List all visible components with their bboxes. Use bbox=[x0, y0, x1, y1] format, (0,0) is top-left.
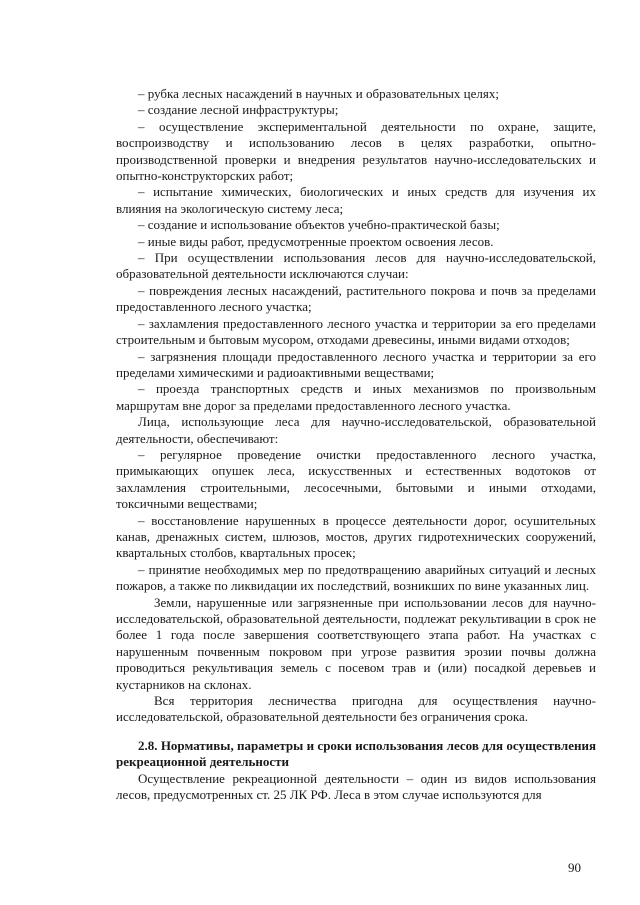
list-item: – осуществление экспериментальной деятельности по охране, защите, воспроизводству и использованию лесов в целях разработки, опытно-производственной проверки и внедрения результатов научно-исследовательских и опытно-конструкторских работ; bbox=[116, 118, 596, 184]
list-item: – проезда транспортных средств и иных механизмов по произвольным маршрутам вне дорог за пределами предоставленного лесного участка. bbox=[116, 381, 596, 413]
list-item: – иные виды работ, предусмотренные проектом освоения лесов. bbox=[138, 233, 494, 249]
body-paragraph: Лица, использующие леса для научно-исследовательской, образовательной деятельности, обеспечивают: bbox=[116, 414, 596, 446]
list-item: – захламления предоставленного лесного участка и территории за его пределами строительным и бытовым мусором, отходами древесины, иными видами отходов; bbox=[116, 315, 596, 348]
list-item: – регулярное проведение очистки предоставленного лесного участка, примыкающих опушек леса, искусственных и естественных водотоков от захламления строительными, лесосечными, бытовыми и иными отходами, токсичными веществами; bbox=[116, 446, 596, 512]
list-item: – создание и использование объектов учебно-практической базы; bbox=[138, 217, 500, 233]
page-content bbox=[116, 86, 596, 803]
page-number: 90 bbox=[568, 860, 581, 875]
list-item: – испытание химических, биологических и иных средств для изучения их влияния на экологическую систему леса; bbox=[116, 184, 596, 216]
list-item: – При осуществлении использования лесов для научно-исследовательской, образовательной деятельности исключаются случаи: bbox=[116, 250, 596, 282]
list-item: – рубка лесных насаждений в научных и образовательных целях; bbox=[138, 86, 499, 101]
body-paragraph: Осуществление рекреационной деятельности – один из видов использования лесов, предусмотренных ст. 25 ЛК РФ. Леса в этом случае используются для bbox=[116, 770, 596, 803]
list-item: – принятие необходимых мер по предотвращению аварийных ситуаций и лесных пожаров, а также по ликвидации их последствий, возникших по вине указанных лиц. bbox=[116, 561, 596, 594]
list-item: – загрязнения площади предоставленного лесного участка и территории за его пределами химическими и радиоактивными веществами; bbox=[116, 348, 596, 380]
list-item: – создание лесной инфраструктуры; bbox=[138, 102, 339, 118]
body-paragraph: Вся территория лесничества пригодна для осуществления научно-исследовательской, образовательной деятельности без ограничения срока. bbox=[116, 693, 596, 725]
list-item: – восстановление нарушенных в процессе деятельности дорог, осушительных канав, дренажных систем, шлюзов, мостов, других гидротехнических сооружений, квартальных столбов, квартальных просек; bbox=[116, 512, 596, 561]
section-heading: 2.8. Нормативы, параметры и сроки использования лесов для осуществления рекреационной деятельности bbox=[116, 737, 596, 770]
list-item: – повреждения лесных насаждений, растительного покрова и почв за пределами предоставленного лесного участка; bbox=[116, 282, 596, 315]
body-paragraph: Земли, нарушенные или загрязненные при использовании лесов для научно-исследовательской, образовательной деятельности, подлежат рекультивации в срок не более 1 года после завершения соответствующего этапа работ. На участках с нарушенным почвенным покровом при угрозе развития эрозии почвы должна проводиться рекультивация земель с посевом трав и (или) посадкой деревьев и кустарников на склонах. bbox=[116, 594, 596, 692]
